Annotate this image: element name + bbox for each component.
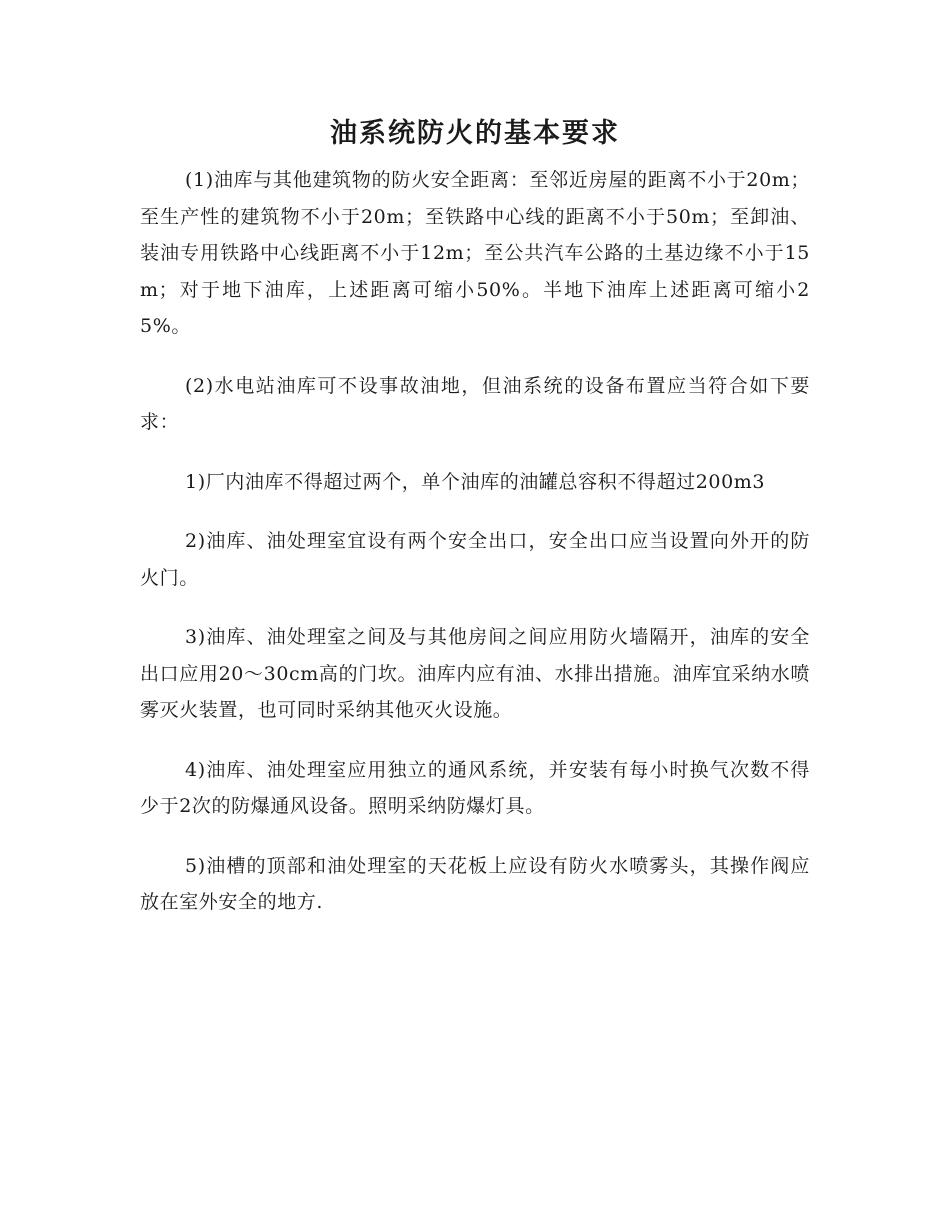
paragraph-item-3: 3)油库、油处理室之间及与其他房间之间应用防火墙隔开，油库的安全出口应用20～30cm高的门坎。油库内应有油、水排出措施。油库宜采纳水喷雾灭火装置，也可同时采纳其他灭火设施。 [140,626,810,721]
paragraph-item-5: 5)油槽的顶部和油处理室的天花板上应设有防火水喷雾头，其操作阀应放在室外安全的地方. [140,854,810,913]
document-page [140,112,810,921]
paragraph-oil-depot-requirements: (2)水电站油库可不设事故油地，但油系统的设备布置应当符合如下要求： [140,374,810,433]
paragraph-item-2: 2)油库、油处理室宜设有两个安全出口，安全出口应当设置向外开的防火门。 [140,530,810,589]
paragraph-fire-distance: (1)油库与其他建筑物的防火安全距离：至邻近房屋的距离不小于20m；至生产性的建筑物不小于20m；至铁路中心线的距离不小于50m；至卸油、装油专用铁路中心线距离不小于12m；至公共汽车公路的土基边缘不小于15m；对于地下油库，上述距离可缩小50%。半地下油库上述距离可缩小25%。 [140,169,810,337]
paragraph-item-4: 4)油库、油处理室应用独立的通风系统，并安装有每小时换气次数不得少于2次的防爆通风设备。照明采纳防爆灯具。 [140,758,810,817]
document-title: 油系统防火的基本要求 [330,118,620,149]
paragraph-item-1: 1)厂内油库不得超过两个，单个油库的油罐总容积不得超过200m3 [185,470,766,493]
